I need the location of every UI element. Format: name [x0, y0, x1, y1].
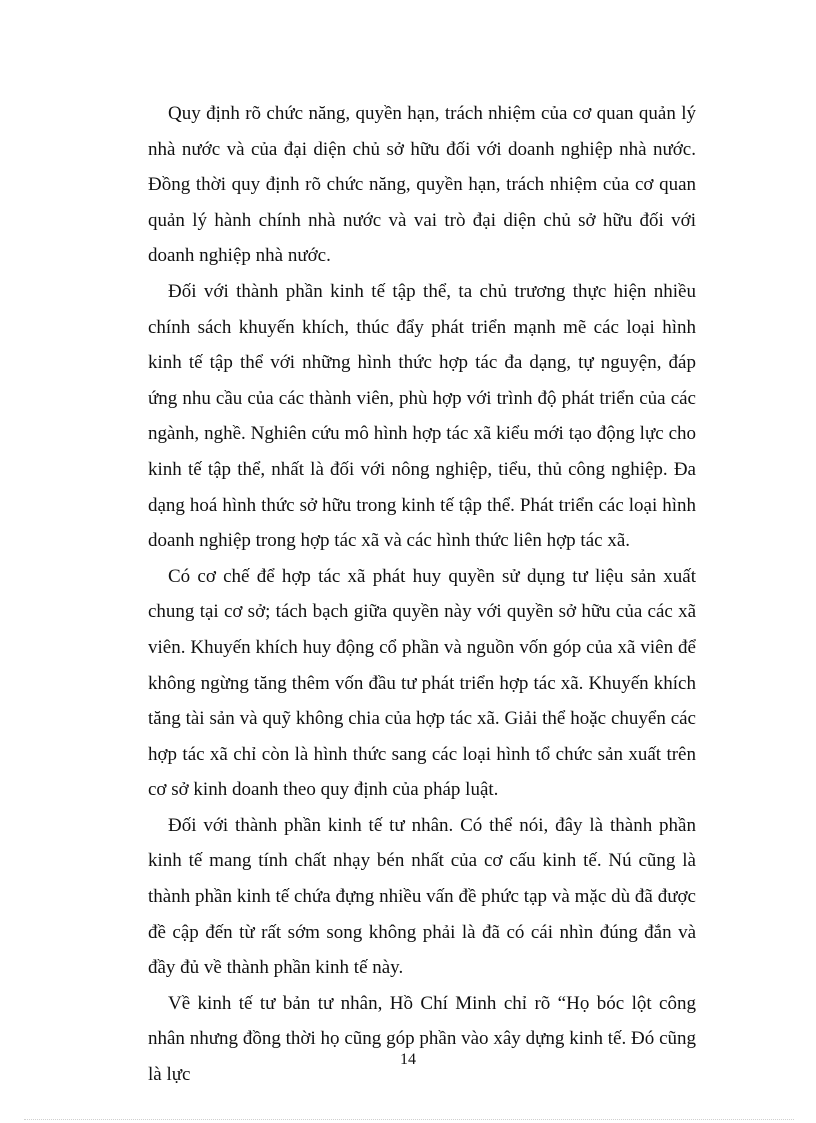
- paragraph-private-economy: Đối với thành phần kinh tế tư nhân. Có thể nói, đây là thành phần kinh tế mang tính chất nhạy bén nhất của cơ cấu kinh tế. Nú cũng là thành phần kinh tế chứa đựng nhiều vấn đề phức tạp và mặc dù đã được đề cập đến từ rất sớm song không phải là đã có cái nhìn đúng đắn và đầy đủ về thành phần kinh tế này.: [148, 814, 696, 979]
- paragraph-cooperative-mechanism: Có cơ chế để hợp tác xã phát huy quyền sử dụng tư liệu sản xuất chung tại cơ sở; tách bạch giữa quyền này với quyền sở hữu của các xã viên. Khuyến khích huy động cổ phần và nguồn vốn góp của xã viên để không ngừng tăng thêm vốn đầu tư phát triển hợp tác xã. Khuyến khích tăng tài sản và quỹ không chia của hợp tác xã. Giải thể hoặc chuyển các hợp tác xã chỉ còn là hình thức sang các loại hình tổ chức sản xuất trên cơ sở kinh doanh theo quy định của pháp luật.: [148, 565, 696, 801]
- page-number: 14: [400, 1051, 416, 1068]
- paragraph-state-enterprise-roles: Quy định rõ chức năng, quyền hạn, trách nhiệm của cơ quan quản lý nhà nước và của đại diện chủ sở hữu đối với doanh nghiệp nhà nước. Đồng thời quy định rõ chức năng, quyền hạn, trách nhiệm của cơ quan quản lý hành chính nhà nước và vai trò đại diện chủ sở hữu đối với doanh nghiệp nhà nước.: [148, 103, 696, 267]
- paragraph-collective-economy: Đối với thành phần kinh tế tập thể, ta chủ trương thực hiện nhiều chính sách khuyến khích, thúc đẩy phát triển mạnh mẽ các loại hình kinh tế tập thể với những hình thức hợp tác đa dạng, tự nguyện, đáp ứng nhu cầu của các thành viên, phù hợp với trình độ phát triển của các ngành, nghề. Nghiên cứu mô hình hợp tác xã kiểu mới tạo động lực cho kinh tế tập thể, nhất là đối với nông nghiệp, tiểu, thủ công nghiệp. Đa dạng hoá hình thức sở hữu trong kinh tế tập thể. Phát triển các loại hình doanh nghiệp trong hợp tác xã và các hình thức liên hợp tác xã.: [148, 280, 696, 552]
- paragraph-private-capitalism: Về kinh tế tư bản tư nhân, Hồ Chí Minh chỉ rõ “Họ bóc lột công nhân nhưng đồng thời họ cũng góp phần vào xây dựng kinh tế. Đó cũng là lực: [148, 992, 696, 1086]
- page-bottom-divider: [24, 1119, 794, 1120]
- document-body: [148, 96, 696, 1093]
